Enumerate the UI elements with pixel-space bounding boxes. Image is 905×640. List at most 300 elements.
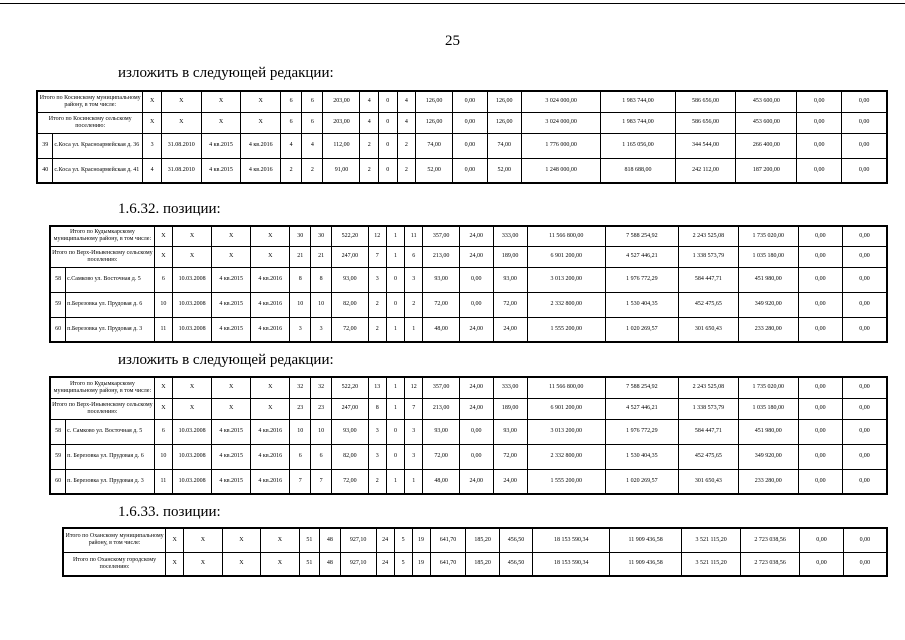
cell-cost-fund: 4 527 446,21 bbox=[605, 246, 678, 267]
cell-cost-total: 11 566 800,00 bbox=[527, 377, 605, 398]
cell-flats-2: 30 bbox=[311, 226, 332, 246]
cell-name: Итого по Оханскому городскому поселению: bbox=[63, 552, 166, 576]
cell-flats-2: 3 bbox=[311, 317, 332, 342]
cell-end: Х bbox=[241, 91, 281, 112]
cell-end: 4 кв.2016 bbox=[251, 317, 290, 342]
cell-area: 927,10 bbox=[340, 552, 376, 576]
cell-area-total: 48,00 bbox=[423, 469, 460, 494]
cell-area-a: 24,00 bbox=[459, 226, 493, 246]
cell-cost-region: 586 656,00 bbox=[675, 112, 736, 133]
cell-extra-1: 0,00 bbox=[798, 226, 842, 246]
cell-name: с.Коса ул. Красноармейская д. 36 bbox=[53, 133, 143, 158]
table-row bbox=[50, 377, 887, 398]
cell-people: 13 bbox=[368, 377, 386, 398]
cell-people: 7 bbox=[368, 246, 386, 267]
cell-area: 927,10 bbox=[340, 528, 376, 552]
cell-people-a: 0 bbox=[386, 419, 404, 444]
cell-cost-local: 349 920,00 bbox=[738, 292, 798, 317]
cell-flats-2: 32 bbox=[311, 377, 332, 398]
cell-name: с.Коса ул. Красноармейская д. 41 bbox=[53, 158, 143, 183]
cell-people-a: 5 bbox=[394, 528, 412, 552]
cell-area: 93,00 bbox=[332, 419, 369, 444]
cell-area-b: 333,00 bbox=[493, 377, 527, 398]
cell-cost-local: 187 200,00 bbox=[736, 158, 797, 183]
cell-cost-total: 3 024 000,00 bbox=[521, 112, 600, 133]
table-row bbox=[50, 469, 887, 494]
table-kosa-old bbox=[36, 90, 888, 184]
cell-cost-total: 2 332 800,00 bbox=[527, 292, 605, 317]
cell-num: 60 bbox=[50, 469, 66, 494]
cell-name: п.Березовка ул. Прудовая д. 3 bbox=[66, 317, 155, 342]
cell-name: Итого по Оханскому муниципальному району, в том числе: bbox=[63, 528, 166, 552]
cell-cost-local: 451 980,00 bbox=[738, 419, 798, 444]
cell-area-a: 0,00 bbox=[453, 133, 487, 158]
cell-cost-region: 584 447,71 bbox=[678, 419, 738, 444]
cell-people-b: 3 bbox=[405, 419, 423, 444]
cell-cost-local: 453 600,00 bbox=[736, 112, 797, 133]
cell-cost-region: 301 650,43 bbox=[678, 469, 738, 494]
cell-area-b: 126,00 bbox=[487, 112, 521, 133]
cell-flats-2: 23 bbox=[311, 398, 332, 419]
cell-quarters: 6 bbox=[154, 419, 172, 444]
cell-start: 4 кв.2015 bbox=[212, 444, 251, 469]
cell-people-a: 0 bbox=[386, 267, 404, 292]
cell-quarters: Х bbox=[166, 528, 184, 552]
cell-people: 24 bbox=[376, 552, 394, 576]
cell-area-total: 93,00 bbox=[423, 419, 460, 444]
cell-cost-total: 3 024 000,00 bbox=[521, 91, 600, 112]
cell-people-b: 1 bbox=[405, 317, 423, 342]
cell-people-a: 1 bbox=[386, 377, 404, 398]
cell-start: 4 кв.2015 bbox=[212, 292, 251, 317]
cell-extra-1: 0,00 bbox=[798, 267, 842, 292]
cell-flats-2: 2 bbox=[302, 158, 323, 183]
cell-name: Итого по Косинскому сельскому поселению: bbox=[37, 112, 143, 133]
cell-area-a: 0,00 bbox=[459, 267, 493, 292]
cell-total-flats: 30 bbox=[290, 226, 311, 246]
cell-people-b: 3 bbox=[405, 267, 423, 292]
cell-people-b: 2 bbox=[397, 158, 416, 183]
cell-flats-2: 4 bbox=[302, 133, 323, 158]
cell-area-b: 52,00 bbox=[487, 158, 521, 183]
cell-extra-2: 0,00 bbox=[843, 292, 887, 317]
cell-num: 58 bbox=[50, 419, 66, 444]
cell-people-b: 3 bbox=[405, 444, 423, 469]
page-number: 25 bbox=[445, 33, 460, 49]
cell-cost-total: 18 153 590,34 bbox=[533, 528, 610, 552]
cell-area: 82,00 bbox=[332, 444, 369, 469]
cell-people: 3 bbox=[368, 267, 386, 292]
cell-people-b: 4 bbox=[397, 91, 416, 112]
cell-extra-1: 0,00 bbox=[798, 398, 842, 419]
cell-end: Х bbox=[251, 398, 290, 419]
cell-area: 72,00 bbox=[332, 469, 369, 494]
cell-cost-local: 2 723 038,56 bbox=[741, 528, 800, 552]
cell-area-total: 52,00 bbox=[416, 158, 453, 183]
cell-flats-2: 48 bbox=[320, 528, 341, 552]
cell-total-flats: 21 bbox=[290, 246, 311, 267]
cell-end: 4 кв.2016 bbox=[241, 158, 281, 183]
cell-people-a: 0 bbox=[386, 292, 404, 317]
cell-extra-1: 0,00 bbox=[798, 444, 842, 469]
cell-area-b: 93,00 bbox=[493, 267, 527, 292]
cell-quarters: Х bbox=[166, 552, 184, 576]
cell-flats-2: 6 bbox=[302, 112, 323, 133]
cell-quarters: Х bbox=[143, 112, 162, 133]
cell-cost-fund: 1 983 744,00 bbox=[601, 91, 675, 112]
cell-cost-local: 1 735 020,00 bbox=[738, 226, 798, 246]
cell-cost-fund: 1 020 269,57 bbox=[605, 469, 678, 494]
table-row bbox=[37, 133, 887, 158]
cell-people: 2 bbox=[360, 158, 379, 183]
cell-cost-fund: 1 530 404,35 bbox=[605, 444, 678, 469]
edit-heading-2: изложить в следующей редакции: bbox=[118, 352, 334, 368]
cell-cost-total: 2 332 800,00 bbox=[527, 444, 605, 469]
cell-name: п.Березовка ул. Прудовая д. 6 bbox=[66, 292, 155, 317]
cell-extra-1: 0,00 bbox=[800, 528, 844, 552]
cell-start: Х bbox=[201, 112, 241, 133]
section-1-6-32-heading: 1.6.32. позиции: bbox=[118, 201, 221, 217]
cell-cost-region: 3 521 115,20 bbox=[682, 552, 741, 576]
table-row bbox=[50, 419, 887, 444]
cell-end: 4 кв.2016 bbox=[251, 469, 290, 494]
cell-area: 247,00 bbox=[332, 246, 369, 267]
cell-cost-total: 1 248 000,00 bbox=[521, 158, 600, 183]
edit-heading-1: изложить в следующей редакции: bbox=[118, 65, 334, 81]
cell-quarters: 10 bbox=[154, 292, 172, 317]
cell-people-a: 1 bbox=[386, 398, 404, 419]
cell-cost-region: 344 544,00 bbox=[675, 133, 736, 158]
table-row bbox=[50, 267, 887, 292]
cell-total-flats: 51 bbox=[299, 552, 320, 576]
cell-flats-2: 10 bbox=[311, 419, 332, 444]
cell-date: Х bbox=[173, 398, 212, 419]
cell-end: Х bbox=[261, 528, 300, 552]
cell-area-b: 72,00 bbox=[493, 292, 527, 317]
cell-area-b: 189,00 bbox=[493, 398, 527, 419]
cell-num: 40 bbox=[37, 158, 53, 183]
cell-area-b: 126,00 bbox=[487, 91, 521, 112]
table-kudymkar-old bbox=[49, 225, 888, 343]
cell-start: Х bbox=[222, 552, 261, 576]
cell-people-b: 2 bbox=[405, 292, 423, 317]
cell-num: 39 bbox=[37, 133, 53, 158]
cell-start: Х bbox=[212, 246, 251, 267]
cell-start: 4 кв.2015 bbox=[201, 158, 241, 183]
cell-area: 203,00 bbox=[323, 112, 360, 133]
cell-quarters: 10 bbox=[154, 444, 172, 469]
cell-quarters: 11 bbox=[154, 469, 172, 494]
cell-cost-fund: 11 909 436,58 bbox=[610, 552, 682, 576]
cell-cost-total: 1 776 000,00 bbox=[521, 133, 600, 158]
cell-num: 58 bbox=[50, 267, 66, 292]
cell-start: 4 кв.2015 bbox=[201, 133, 241, 158]
cell-flats-2: 48 bbox=[320, 552, 341, 576]
cell-people-b: 19 bbox=[412, 528, 430, 552]
cell-area-b: 456,50 bbox=[499, 552, 532, 576]
cell-area-a: 0,00 bbox=[459, 444, 493, 469]
cell-area-a: 24,00 bbox=[459, 469, 493, 494]
cell-people-a: 0 bbox=[379, 158, 398, 183]
cell-area-total: 72,00 bbox=[423, 444, 460, 469]
cell-end: Х bbox=[241, 112, 281, 133]
cell-area-b: 72,00 bbox=[493, 444, 527, 469]
cell-total-flats: 4 bbox=[281, 133, 302, 158]
cell-date: 10.03.2008 bbox=[173, 292, 212, 317]
cell-area: 522,20 bbox=[332, 226, 369, 246]
cell-cost-fund: 7 588 254,92 bbox=[605, 226, 678, 246]
cell-extra-1: 0,00 bbox=[797, 158, 842, 183]
cell-quarters: Х bbox=[154, 398, 172, 419]
table-row bbox=[37, 158, 887, 183]
cell-flats-2: 21 bbox=[311, 246, 332, 267]
cell-cost-region: 452 475,65 bbox=[678, 292, 738, 317]
cell-total-flats: 3 bbox=[290, 317, 311, 342]
cell-start: Х bbox=[212, 226, 251, 246]
cell-date: Х bbox=[184, 528, 223, 552]
cell-end: 4 кв.2016 bbox=[251, 267, 290, 292]
cell-area: 93,00 bbox=[332, 267, 369, 292]
cell-people-a: 0 bbox=[386, 444, 404, 469]
cell-name: Итого по Верх-Иньвенскому сельскому поселению: bbox=[50, 246, 154, 267]
cell-area-total: 641,70 bbox=[430, 552, 466, 576]
cell-quarters: Х bbox=[154, 246, 172, 267]
table-okhansk bbox=[62, 527, 888, 577]
cell-area-a: 24,00 bbox=[459, 377, 493, 398]
cell-people: 2 bbox=[368, 317, 386, 342]
cell-name: Итого по Кудымкарскому муниципальному району, в том числе: bbox=[50, 226, 154, 246]
cell-area: 82,00 bbox=[332, 292, 369, 317]
cell-extra-2: 0,00 bbox=[843, 246, 887, 267]
cell-area: 112,00 bbox=[323, 133, 360, 158]
cell-date: 10.03.2008 bbox=[173, 317, 212, 342]
cell-total-flats: 51 bbox=[299, 528, 320, 552]
cell-total-flats: 8 bbox=[290, 267, 311, 292]
cell-extra-2: 0,00 bbox=[843, 469, 887, 494]
cell-cost-fund: 11 909 436,58 bbox=[610, 528, 682, 552]
cell-start: Х bbox=[201, 91, 241, 112]
cell-cost-total: 1 555 200,00 bbox=[527, 469, 605, 494]
cell-cost-local: 233 280,00 bbox=[738, 317, 798, 342]
cell-extra-1: 0,00 bbox=[797, 91, 842, 112]
cell-quarters: 3 bbox=[143, 133, 162, 158]
cell-quarters: Х bbox=[154, 377, 172, 398]
cell-extra-1: 0,00 bbox=[798, 246, 842, 267]
cell-flats-2: 10 bbox=[311, 292, 332, 317]
cell-name: п. Березовка ул. Прудовая д. 6 bbox=[66, 444, 155, 469]
cell-cost-fund: 1 530 404,35 bbox=[605, 292, 678, 317]
cell-cost-local: 233 280,00 bbox=[738, 469, 798, 494]
table-row bbox=[63, 528, 887, 552]
cell-area-a: 185,20 bbox=[466, 528, 499, 552]
cell-cost-region: 1 338 573,79 bbox=[678, 398, 738, 419]
table-row bbox=[63, 552, 887, 576]
cell-area-a: 0,00 bbox=[453, 158, 487, 183]
cell-extra-2: 0,00 bbox=[843, 552, 887, 576]
cell-area-b: 93,00 bbox=[493, 419, 527, 444]
cell-extra-1: 0,00 bbox=[800, 552, 844, 576]
cell-people: 4 bbox=[360, 91, 379, 112]
table-row bbox=[50, 226, 887, 246]
cell-flats-2: 6 bbox=[311, 444, 332, 469]
cell-extra-2: 0,00 bbox=[842, 112, 887, 133]
cell-cost-local: 1 035 180,00 bbox=[738, 398, 798, 419]
cell-date: 31.08.2010 bbox=[161, 133, 201, 158]
table-row bbox=[50, 246, 887, 267]
cell-name: с.Самково ул. Восточная д. 5 bbox=[66, 267, 155, 292]
cell-extra-2: 0,00 bbox=[843, 377, 887, 398]
cell-people-b: 11 bbox=[405, 226, 423, 246]
cell-cost-total: 6 901 200,00 bbox=[527, 398, 605, 419]
cell-date: 10.03.2008 bbox=[173, 267, 212, 292]
cell-area-total: 357,00 bbox=[423, 226, 460, 246]
cell-name: с. Самково ул. Восточная д. 5 bbox=[66, 419, 155, 444]
cell-area-total: 213,00 bbox=[423, 398, 460, 419]
cell-total-flats: 23 bbox=[290, 398, 311, 419]
cell-date: Х bbox=[173, 226, 212, 246]
cell-area: 203,00 bbox=[323, 91, 360, 112]
cell-cost-fund: 1 020 269,57 bbox=[605, 317, 678, 342]
cell-area: 72,00 bbox=[332, 317, 369, 342]
cell-cost-fund: 7 588 254,92 bbox=[605, 377, 678, 398]
cell-name: п. Березовка ул. Прудовая д. 3 bbox=[66, 469, 155, 494]
cell-extra-2: 0,00 bbox=[842, 158, 887, 183]
cell-extra-1: 0,00 bbox=[797, 133, 842, 158]
cell-extra-1: 0,00 bbox=[798, 377, 842, 398]
cell-flats-2: 6 bbox=[302, 91, 323, 112]
cell-end: 4 кв.2016 bbox=[241, 133, 281, 158]
cell-end: 4 кв.2016 bbox=[251, 444, 290, 469]
cell-cost-region: 2 243 525,08 bbox=[678, 377, 738, 398]
cell-extra-1: 0,00 bbox=[798, 292, 842, 317]
cell-people-a: 0 bbox=[379, 112, 398, 133]
cell-extra-2: 0,00 bbox=[843, 226, 887, 246]
cell-people-a: 1 bbox=[386, 246, 404, 267]
cell-area-total: 74,00 bbox=[416, 133, 453, 158]
cell-people: 2 bbox=[360, 133, 379, 158]
cell-cost-total: 3 013 200,00 bbox=[527, 419, 605, 444]
cell-people-a: 0 bbox=[379, 91, 398, 112]
cell-quarters: Х bbox=[143, 91, 162, 112]
cell-date: Х bbox=[173, 246, 212, 267]
cell-area-total: 126,00 bbox=[416, 112, 453, 133]
cell-people-b: 12 bbox=[405, 377, 423, 398]
cell-cost-local: 1 035 180,00 bbox=[738, 246, 798, 267]
cell-cost-local: 349 920,00 bbox=[738, 444, 798, 469]
table-kudymkar-new bbox=[49, 376, 888, 495]
cell-cost-fund: 1 976 772,29 bbox=[605, 267, 678, 292]
cell-num: 60 bbox=[50, 317, 66, 342]
cell-start: Х bbox=[212, 398, 251, 419]
cell-extra-1: 0,00 bbox=[798, 317, 842, 342]
cell-cost-region: 1 338 573,79 bbox=[678, 246, 738, 267]
cell-flats-2: 8 bbox=[311, 267, 332, 292]
table-row bbox=[50, 292, 887, 317]
cell-cost-fund: 1 976 772,29 bbox=[605, 419, 678, 444]
cell-name: Итого по Косинскому муниципальному району, в том числе: bbox=[37, 91, 143, 112]
cell-start: 4 кв.2015 bbox=[212, 469, 251, 494]
cell-people-a: 5 bbox=[394, 552, 412, 576]
cell-people: 3 bbox=[368, 444, 386, 469]
cell-area-a: 24,00 bbox=[459, 246, 493, 267]
cell-people: 24 bbox=[376, 528, 394, 552]
cell-cost-fund: 818 688,00 bbox=[601, 158, 675, 183]
cell-total-flats: 6 bbox=[281, 91, 302, 112]
cell-cost-region: 301 650,43 bbox=[678, 317, 738, 342]
cell-area-total: 126,00 bbox=[416, 91, 453, 112]
cell-date: Х bbox=[161, 91, 201, 112]
cell-area-b: 333,00 bbox=[493, 226, 527, 246]
cell-name: Итого по Кудымкарскому муниципальному району, в том числе: bbox=[50, 377, 154, 398]
cell-end: Х bbox=[261, 552, 300, 576]
cell-cost-total: 11 566 800,00 bbox=[527, 226, 605, 246]
cell-people: 2 bbox=[368, 292, 386, 317]
cell-area-total: 357,00 bbox=[423, 377, 460, 398]
cell-quarters: 4 bbox=[143, 158, 162, 183]
cell-cost-region: 3 521 115,20 bbox=[682, 528, 741, 552]
cell-cost-region: 242 112,00 bbox=[675, 158, 736, 183]
cell-people-b: 19 bbox=[412, 552, 430, 576]
cell-total-flats: 6 bbox=[290, 444, 311, 469]
cell-cost-total: 3 013 200,00 bbox=[527, 267, 605, 292]
cell-start: Х bbox=[222, 528, 261, 552]
cell-total-flats: 6 bbox=[281, 112, 302, 133]
cell-num: 59 bbox=[50, 292, 66, 317]
table-row bbox=[50, 444, 887, 469]
cell-date: Х bbox=[173, 377, 212, 398]
cell-total-flats: 2 bbox=[281, 158, 302, 183]
cell-people-b: 6 bbox=[405, 246, 423, 267]
cell-extra-1: 0,00 bbox=[797, 112, 842, 133]
cell-end: 4 кв.2016 bbox=[251, 292, 290, 317]
cell-quarters: Х bbox=[154, 226, 172, 246]
cell-cost-local: 1 735 020,00 bbox=[738, 377, 798, 398]
cell-extra-2: 0,00 bbox=[842, 91, 887, 112]
cell-area-a: 0,00 bbox=[453, 112, 487, 133]
cell-area-total: 72,00 bbox=[423, 292, 460, 317]
cell-area-b: 456,50 bbox=[499, 528, 532, 552]
table-row bbox=[37, 112, 887, 133]
cell-total-flats: 7 bbox=[290, 469, 311, 494]
cell-cost-total: 18 153 590,34 bbox=[533, 552, 610, 576]
cell-extra-1: 0,00 bbox=[798, 419, 842, 444]
cell-end: Х bbox=[251, 377, 290, 398]
cell-end: Х bbox=[251, 226, 290, 246]
cell-people-a: 1 bbox=[386, 469, 404, 494]
cell-area: 522,20 bbox=[332, 377, 369, 398]
cell-cost-local: 451 980,00 bbox=[738, 267, 798, 292]
cell-date: 10.03.2008 bbox=[173, 444, 212, 469]
table-row bbox=[50, 317, 887, 342]
cell-area: 91,00 bbox=[323, 158, 360, 183]
cell-extra-1: 0,00 bbox=[798, 469, 842, 494]
cell-date: 10.03.2008 bbox=[173, 469, 212, 494]
cell-total-flats: 10 bbox=[290, 292, 311, 317]
cell-extra-2: 0,00 bbox=[843, 317, 887, 342]
cell-end: Х bbox=[251, 246, 290, 267]
cell-extra-2: 0,00 bbox=[842, 133, 887, 158]
cell-cost-fund: 1 165 056,00 bbox=[601, 133, 675, 158]
cell-date: Х bbox=[184, 552, 223, 576]
cell-people: 3 bbox=[368, 419, 386, 444]
cell-area-total: 48,00 bbox=[423, 317, 460, 342]
cell-extra-2: 0,00 bbox=[843, 419, 887, 444]
cell-area-b: 24,00 bbox=[493, 317, 527, 342]
cell-area-b: 74,00 bbox=[487, 133, 521, 158]
cell-area-a: 0,00 bbox=[459, 419, 493, 444]
cell-people: 8 bbox=[368, 398, 386, 419]
cell-end: 4 кв.2016 bbox=[251, 419, 290, 444]
